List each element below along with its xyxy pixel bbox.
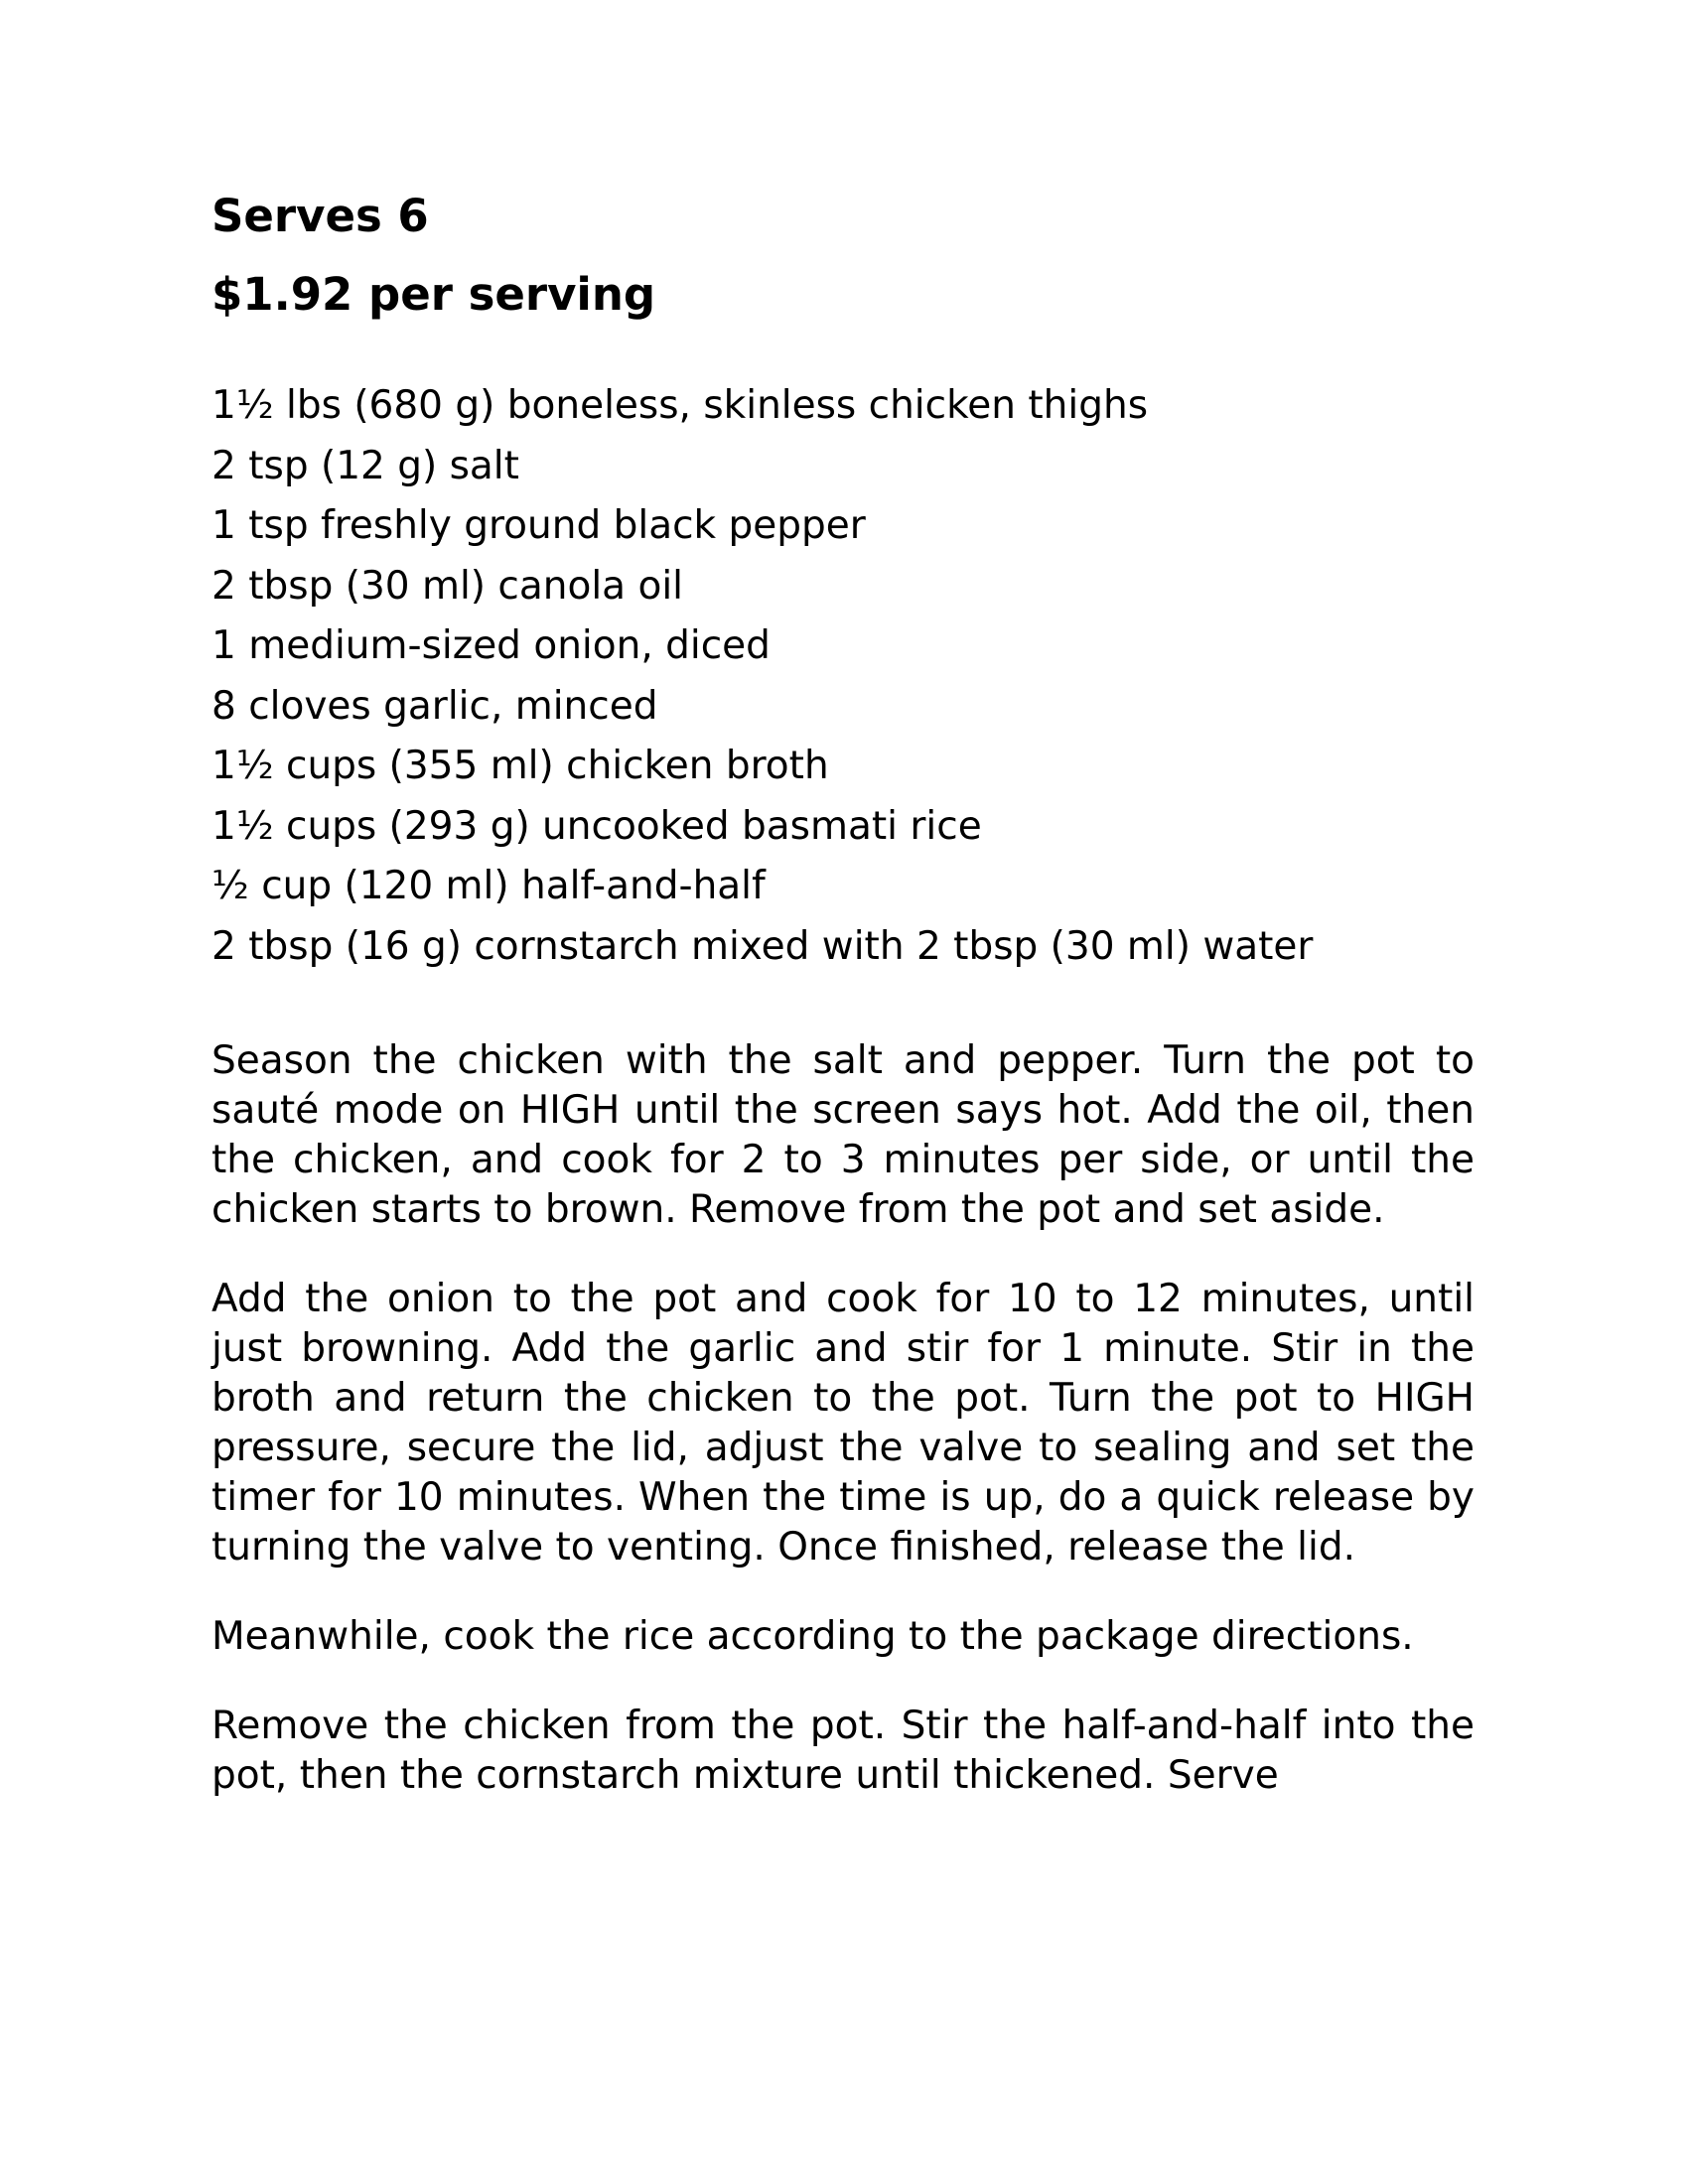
ingredient-item: ½ cup (120 ml) half-and-half xyxy=(211,864,766,908)
directions xyxy=(211,1036,1475,1801)
direction-step: Season the chicken with the salt and pepper. Turn the pot to sauté mode on HIGH until the screen says hot. Add the oil, then the chicken, and cook for 2 to 3 minutes per side, or until the chicken starts to brown. Remove from the pot and set aside. xyxy=(211,1038,1475,1232)
ingredient-item: 1½ cups (355 ml) chicken broth xyxy=(211,744,829,788)
ingredient-item: 2 tbsp (30 ml) canola oil xyxy=(211,563,683,609)
ingredient-item: 1 tsp freshly ground black pepper xyxy=(211,503,866,548)
direction-step: Add the onion to the pot and cook for 10 to 12 minutes, until just browning. Add the garlic and stir for 1 minute. Stir in the broth and return the chicken to the pot. Turn the pot to HIGH pressure, secure the lid, adjust the valve to sealing and set the timer for 10 minutes. When the time is up, do a quick release by turning the valve to venting. Once finished, release the lid. xyxy=(211,1277,1475,1570)
ingredient-item: 1 medium-sized onion, diced xyxy=(211,623,771,668)
ingredient-item: 8 cloves garlic, minced xyxy=(211,683,658,729)
ingredient-item: 2 tsp (12 g) salt xyxy=(211,443,519,488)
recipe-page xyxy=(211,190,1475,1841)
ingredient-item: 1½ lbs (680 g) boneless, skinless chicken thighs xyxy=(211,383,1149,428)
ingredient-item: 1½ cups (293 g) uncooked basmati rice xyxy=(211,803,982,849)
direction-step: Remove the chicken from the pot. Stir the half-and-half into the pot, then the cornstarch mixture until thickened. Serve xyxy=(211,1704,1475,1798)
ingredient-list xyxy=(211,376,1475,977)
direction-step: Meanwhile, cook the rice according to the package directions. xyxy=(211,1614,1414,1659)
ingredient-item: 2 tbsp (16 g) cornstarch mixed with 2 tbsp (30 ml) water xyxy=(211,923,1314,969)
servings-heading: Serves 6 xyxy=(211,190,429,242)
cost-per-serving-heading: $1.92 per serving xyxy=(211,268,656,321)
